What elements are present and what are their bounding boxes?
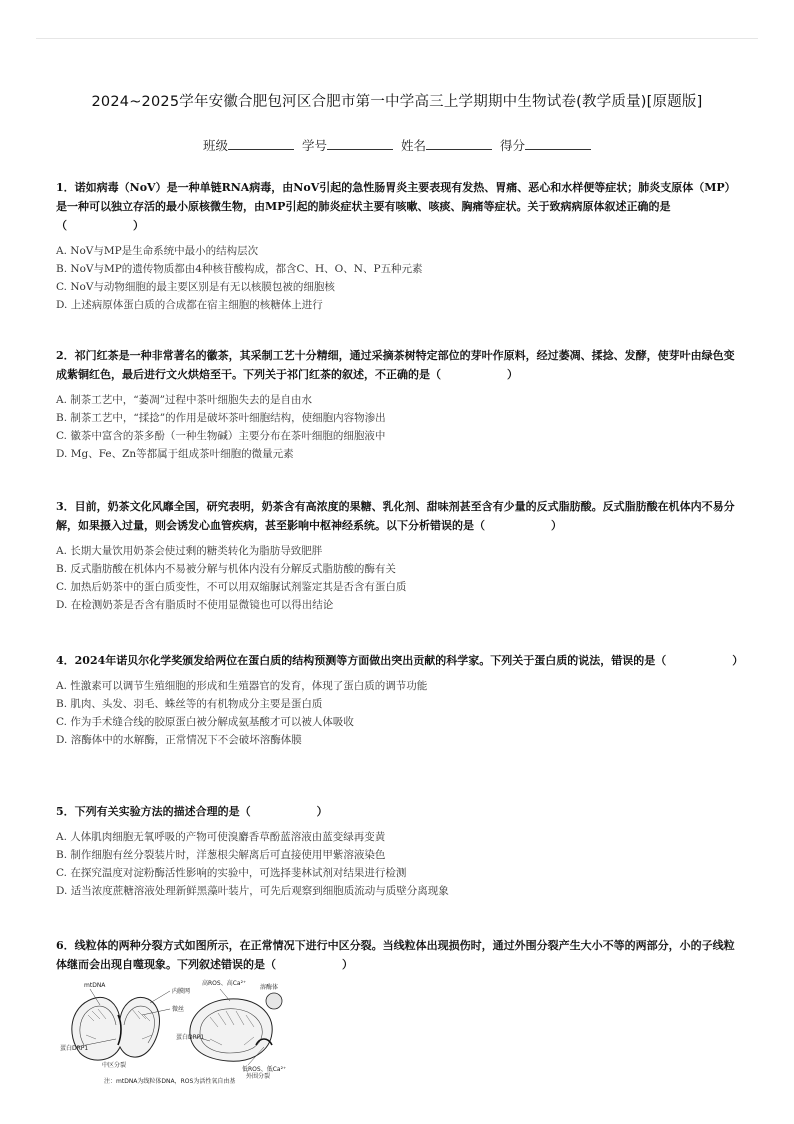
- question-5: [56, 802, 742, 900]
- option-c[interactable]: C. NoV与动物细胞的最主要区别是有无以核膜包被的细胞核: [56, 281, 335, 293]
- question-3: [56, 497, 742, 614]
- question-stem: 2．祁门红茶是一种非常著名的徽茶，其采制工艺十分精细，通过采摘茶树特定部位的芽叶作原料，经过萎凋、揉捻、发酵，使芽叶由绿色变成紫铜红色，最后进行文火烘焙至干。下列关于祁门红茶的叙述，不正确的是（ ）: [56, 349, 735, 381]
- option-b[interactable]: B. 制茶工艺中，“揉捻”的作用是破坏茶叶细胞结构，使细胞内容物渗出: [56, 412, 386, 424]
- peripheral-division-diagram: [190, 989, 282, 1065]
- question-6: [56, 936, 742, 974]
- name-blank[interactable]: [426, 138, 492, 150]
- option-a[interactable]: A. 性激素可以调节生殖细胞的形成和生殖器官的发育，体现了蛋白质的调节功能: [56, 680, 428, 692]
- label-peripheral-division: 外围分裂: [246, 1073, 271, 1080]
- option-d[interactable]: D. 溶酶体中的水解酶，正常情况下不会破坏溶酶体膜: [56, 734, 302, 746]
- option-c[interactable]: C. 加热后奶茶中的蛋白质变性，不可以用双缩脲试剂鉴定其是否含有蛋白质: [56, 581, 407, 593]
- label-microtubule: 微丝: [172, 1006, 185, 1013]
- question-stem: 3．目前，奶茶文化风靡全国，研究表明，奶茶含有高浓度的果糖、乳化剂、甜味剂甚至含有少量的反式脂肪酸。反式脂肪酸在机体内不易分解，如果摄入过量，则会诱发心血管疾病，甚至影响中枢神经系统。以下分析错误的是（ ）: [56, 500, 735, 532]
- option-b[interactable]: B. 反式脂肪酸在机体内不易被分解与机体内没有分解反式脂肪酸的酶有关: [56, 563, 396, 575]
- option-b[interactable]: B. 制作细胞有丝分裂装片时，洋葱根尖解离后可直接使用甲紫溶液染色: [56, 849, 386, 861]
- option-c[interactable]: C. 徽茶中富含的茶多酚（一种生物碱）主要分布在茶叶细胞的细胞液中: [56, 430, 386, 442]
- name-label: 姓名: [400, 138, 426, 153]
- class-label: 班级: [202, 138, 228, 153]
- mitochondria-division-figure: [60, 975, 300, 1085]
- option-a[interactable]: A. 人体肌肉细胞无氧呼吸的产物可使溴麝香草酚蓝溶液由蓝变绿再变黄: [56, 831, 386, 843]
- option-c[interactable]: C. 作为手术缝合线的胶原蛋白被分解成氨基酸才可以被人体吸收: [56, 716, 354, 728]
- label-high-ros: 高ROS、高Ca²⁺: [202, 980, 247, 987]
- header-divider: [36, 38, 758, 39]
- option-a[interactable]: A. NoV与MP是生命系统中最小的结构层次: [56, 245, 259, 257]
- figure-note: 注：mtDNA为线粒体DNA，ROS为活性氧自由基: [104, 1078, 236, 1085]
- label-drp1-right: 蛋白DRP1: [176, 1034, 205, 1041]
- class-blank[interactable]: [228, 138, 294, 150]
- label-drp1-left: 蛋白DRP1: [60, 1045, 89, 1052]
- question-1: [56, 178, 742, 314]
- option-d[interactable]: D. 适当浓度蔗糖溶液处理新鲜黑藻叶装片，可先后观察到细胞质流动与质壁分离现象: [56, 885, 449, 897]
- option-c[interactable]: C. 在探究温度对淀粉酶活性影响的实验中，可选择斐林试剂对结果进行检测: [56, 867, 407, 879]
- option-b[interactable]: B. 肌肉、头发、羽毛、蛛丝等的有机物成分主要是蛋白质: [56, 698, 323, 710]
- label-mtdna: mtDNA: [84, 982, 106, 989]
- student-id-label: 学号: [301, 138, 327, 153]
- student-id-blank[interactable]: [327, 138, 393, 150]
- label-inner-membrane: 内膜网: [172, 988, 191, 995]
- option-d[interactable]: D. 上述病原体蛋白质的合成都在宿主细胞的核糖体上进行: [56, 299, 323, 311]
- student-info-row: [0, 136, 794, 154]
- question-stem: 6．线粒体的两种分裂方式如图所示，在正常情况下进行中区分裂。当线粒体出现损伤时，通过外围分裂产生大小不等的两部分，小的子线粒体继而会出现自噬现象。下列叙述错误的是（ ）: [56, 939, 735, 971]
- option-d[interactable]: D. Mg、Fe、Zn等都属于组成茶叶细胞的微量元素: [56, 448, 294, 460]
- option-a[interactable]: A. 制茶工艺中，“萎凋”过程中茶叶细胞失去的是自由水: [56, 394, 312, 406]
- label-low-ros: 低ROS、低Ca²⁺: [242, 1066, 287, 1073]
- question-stem: 4．2024年诺贝尔化学奖颁发给两位在蛋白质的结构预测等方面做出突出贡献的科学家。下列关于蛋白质的说法，错误的是（ ）: [56, 654, 744, 667]
- question-stem: 5．下列有关实验方法的描述合理的是（ ）: [56, 805, 328, 818]
- option-a[interactable]: A. 长期大量饮用奶茶会使过剩的糖类转化为脂肪导致肥胖: [56, 545, 323, 557]
- label-lysosome: 溶酶体: [260, 984, 279, 991]
- score-label: 得分: [499, 138, 525, 153]
- question-stem: 1．诺如病毒（NoV）是一种单链RNA病毒，由NoV引起的急性肠胃炎主要表现有发热、胃痛、恶心和水样便等症状；肺炎支原体（MP）是一种可以独立存活的最小原核微生物，由MP引起的肺炎症状主要有咳嗽、咳痰、胸痛等症状。关于致病病原体叙述正确的是（ ）: [56, 181, 736, 232]
- question-4: [56, 651, 742, 749]
- score-blank[interactable]: [525, 138, 591, 150]
- label-central-division: 中区分裂: [102, 1062, 127, 1069]
- page-title: 2024~2025学年安徽合肥包河区合肥市第一中学高三上学期期中生物试卷(教学质量)[原题版]: [91, 94, 703, 110]
- option-d[interactable]: D. 在检测奶茶是否含有脂质时不使用显微镜也可以得出结论: [56, 599, 334, 611]
- question-2: [56, 346, 742, 463]
- option-b[interactable]: B. NoV与MP的遗传物质都由4种核苷酸构成，都含C、H、O、N、P五种元素: [56, 263, 423, 275]
